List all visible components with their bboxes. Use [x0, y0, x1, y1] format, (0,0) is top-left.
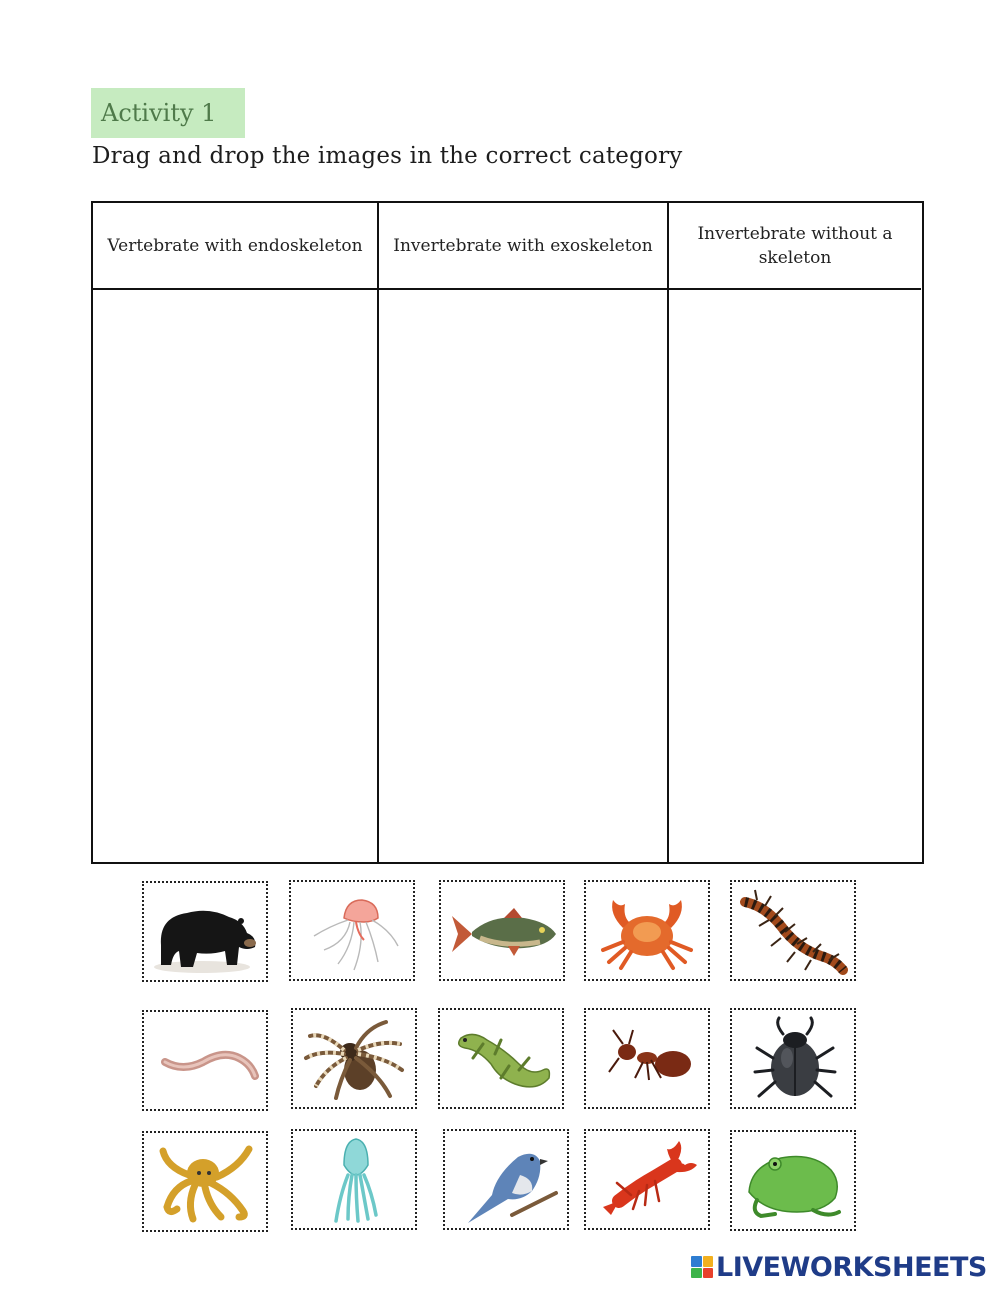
crab-icon [589, 886, 705, 976]
liveworksheets-logo [691, 1252, 987, 1282]
jellyfish-icon [294, 886, 410, 976]
draggable-card-bear[interactable] [142, 881, 268, 982]
lizard-icon [443, 1014, 559, 1104]
ant-icon [589, 1014, 705, 1104]
draggable-card-jellyfish[interactable] [289, 880, 415, 981]
logo-mark-icon [691, 1256, 713, 1278]
draggable-card-crab[interactable] [584, 880, 710, 981]
bird-icon [448, 1135, 564, 1225]
draggable-card-lobster[interactable] [584, 1129, 710, 1230]
squid-icon [296, 1135, 412, 1225]
draggable-card-squid[interactable] [291, 1129, 417, 1230]
category-table [91, 201, 924, 864]
column-header: Invertebrate without a skeleton [669, 203, 921, 290]
instruction-text: Drag and drop the images in the correct category [92, 143, 683, 169]
draggable-card-worm[interactable] [142, 1010, 268, 1111]
octopus-icon [147, 1137, 263, 1227]
frog-icon [735, 1136, 851, 1226]
drop-zone-invertebrate-no-skeleton[interactable] [669, 290, 921, 862]
column-invertebrate-exoskeleton [377, 203, 667, 862]
centipede-icon [735, 886, 851, 976]
activity-label: Activity 1 [101, 99, 217, 127]
draggable-card-lizard[interactable] [438, 1008, 564, 1109]
spider-icon [296, 1014, 412, 1104]
draggable-card-frog[interactable] [730, 1130, 856, 1231]
fish-icon [444, 886, 560, 976]
draggable-card-bird[interactable] [443, 1129, 569, 1230]
activity-badge [91, 88, 245, 138]
worm-icon [147, 1016, 263, 1106]
drop-zone-vertebrate-endoskeleton[interactable] [93, 290, 377, 862]
bear-icon [147, 887, 263, 977]
lobster-icon [589, 1135, 705, 1225]
draggable-card-centipede[interactable] [730, 880, 856, 981]
drop-zone-invertebrate-exoskeleton[interactable] [379, 290, 667, 862]
column-vertebrate-endoskeleton [93, 203, 377, 862]
column-header: Invertebrate with exoskeleton [379, 203, 667, 290]
logo-text: LIVEWORKSHEETS [716, 1251, 987, 1283]
draggable-card-ant[interactable] [584, 1008, 710, 1109]
draggable-card-beetle[interactable] [730, 1008, 856, 1109]
beetle-icon [735, 1014, 851, 1104]
draggable-card-fish[interactable] [439, 880, 565, 981]
column-header: Vertebrate with endoskeleton [93, 203, 377, 290]
draggable-card-octopus[interactable] [142, 1131, 268, 1232]
column-invertebrate-no-skeleton [667, 203, 921, 862]
draggable-card-spider[interactable] [291, 1008, 417, 1109]
